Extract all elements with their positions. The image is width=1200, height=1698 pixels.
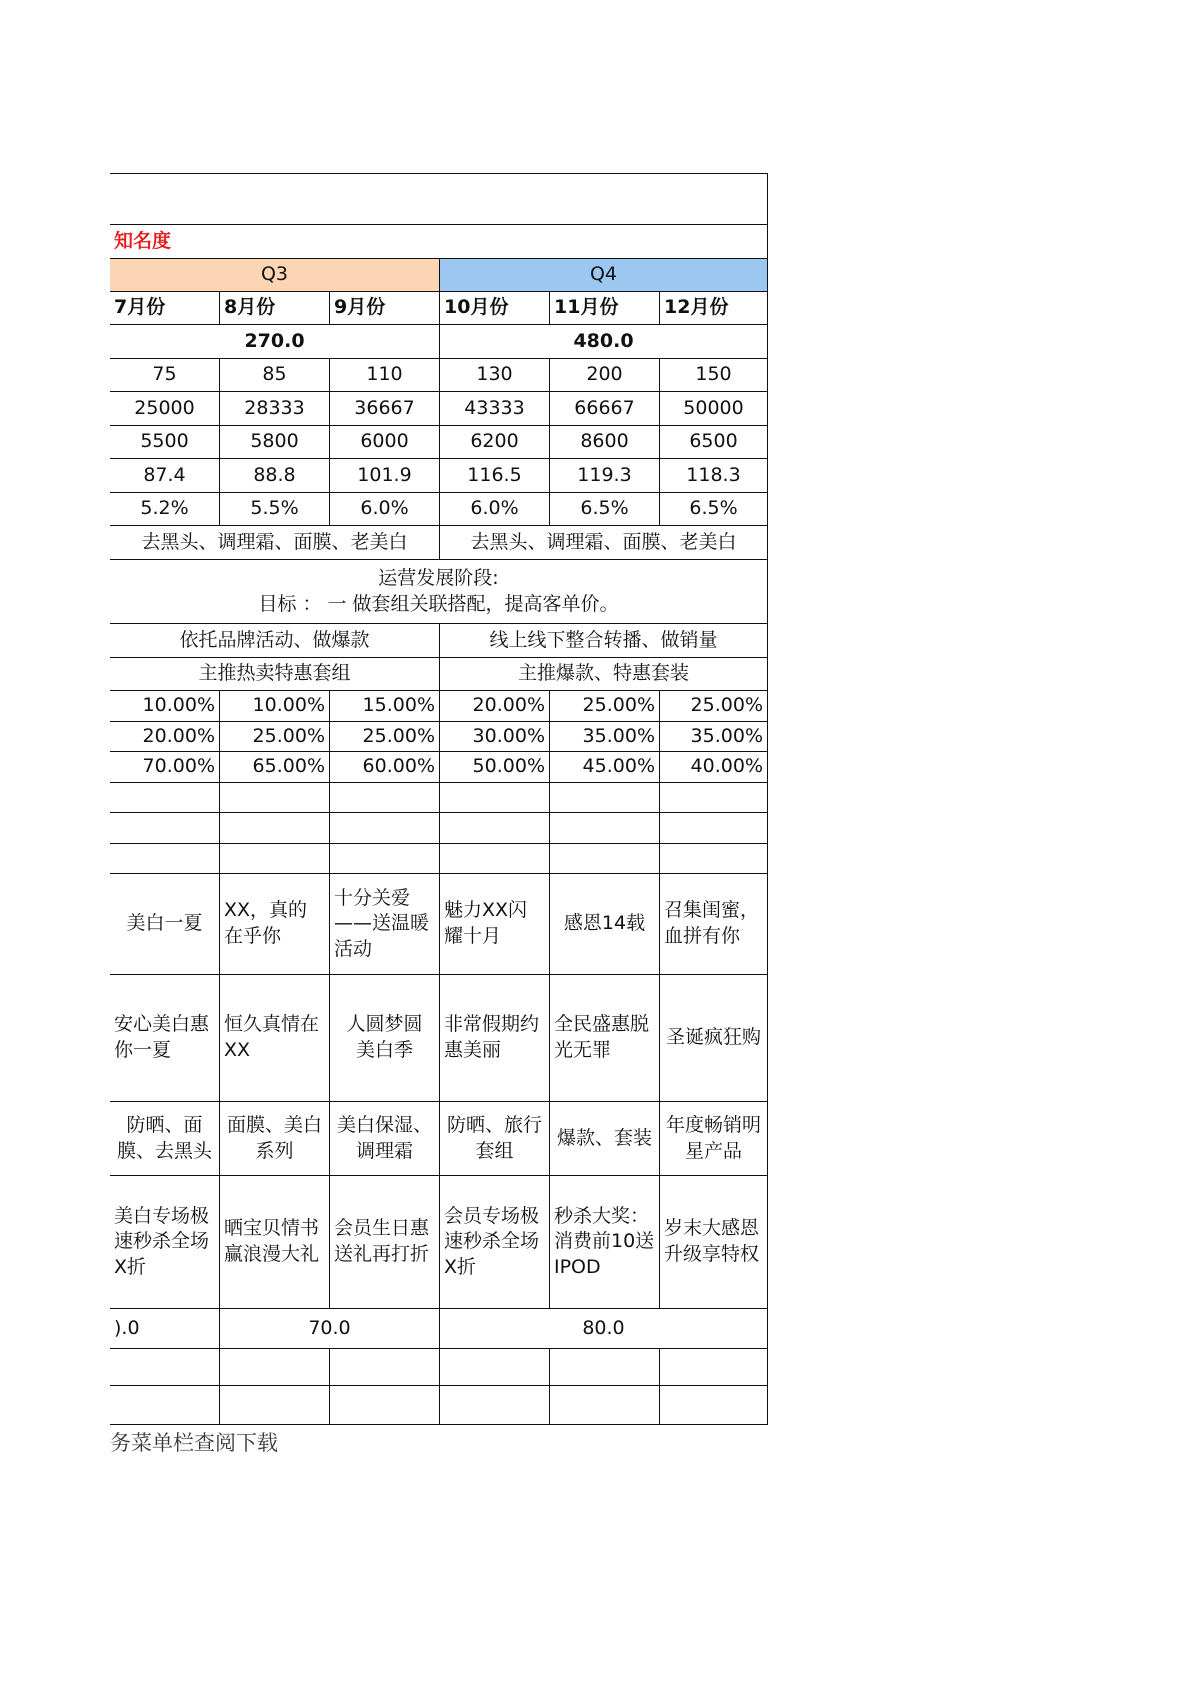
value-cell[interactable]: 119.3 — [550, 459, 660, 493]
month-header[interactable]: 12月份 — [660, 292, 768, 325]
value-cell[interactable]: 6.5% — [660, 493, 768, 526]
footnote-text: 务菜单栏查阅下载 — [110, 1431, 278, 1455]
empty-cell[interactable] — [330, 783, 440, 813]
products-row — [110, 526, 768, 560]
percent-cell[interactable]: 10.00% — [110, 691, 220, 722]
value-cell[interactable]: 200 — [550, 359, 660, 392]
value-cell[interactable]: 6500 — [660, 426, 768, 459]
sheet-title-row — [110, 173, 768, 225]
q4-strategy[interactable]: 线上线下整合转播、做销量 — [440, 624, 768, 658]
value-cell[interactable]: 87.4 — [110, 459, 220, 493]
percent-cell[interactable]: 10.00% — [220, 691, 330, 722]
percent-cell[interactable]: 15.00% — [330, 691, 440, 722]
value-cell[interactable]: 28333 — [220, 392, 330, 426]
empty-cell[interactable] — [110, 844, 220, 874]
table-row — [110, 459, 768, 493]
promo-product-cell[interactable]: 防晒、面膜、去黑头 — [110, 1102, 220, 1176]
budget-partial[interactable]: ).0 — [110, 1309, 220, 1349]
value-cell[interactable]: 85 — [220, 359, 330, 392]
theme-cell[interactable]: 美白一夏 — [110, 874, 220, 975]
empty-cell[interactable] — [550, 783, 660, 813]
value-cell[interactable]: 110 — [330, 359, 440, 392]
table-row — [110, 752, 768, 783]
budget-q4[interactable]: 80.0 — [440, 1309, 768, 1349]
activity-cell[interactable]: 岁末大感恩升级享特权 — [660, 1176, 768, 1309]
section-title-row — [110, 225, 768, 259]
value-cell[interactable]: 5.2% — [110, 493, 220, 526]
value-cell[interactable]: 5.5% — [220, 493, 330, 526]
percent-cell[interactable]: 35.00% — [660, 722, 768, 752]
percent-cell[interactable]: 35.00% — [550, 722, 660, 752]
value-cell[interactable]: 6000 — [330, 426, 440, 459]
promo-product-row — [110, 1102, 768, 1176]
percent-cell[interactable]: 45.00% — [550, 752, 660, 783]
value-cell[interactable]: 6.0% — [330, 493, 440, 526]
activity-cell[interactable]: 美白专场极速秒杀全场X折 — [110, 1176, 220, 1309]
percent-cell[interactable]: 50.00% — [440, 752, 550, 783]
percent-cell[interactable]: 60.00% — [330, 752, 440, 783]
empty-cell[interactable] — [330, 813, 440, 844]
stage-heading: 运营发展阶段: — [378, 566, 499, 589]
activity-cell[interactable]: 秒杀大奖：消费前10送IPOD — [550, 1176, 660, 1309]
slogan-cell[interactable]: 安心美白惠你一夏 — [110, 975, 220, 1102]
value-cell[interactable]: 88.8 — [220, 459, 330, 493]
value-cell[interactable]: 6.0% — [440, 493, 550, 526]
empty-cell[interactable] — [110, 1349, 220, 1386]
q3-focus[interactable]: 主推热卖特惠套组 — [110, 658, 440, 691]
value-cell[interactable]: 36667 — [330, 392, 440, 426]
slogan-cell[interactable]: 全民盛惠脱光无罪 — [550, 975, 660, 1102]
activity-row — [110, 1176, 768, 1309]
stage-goal: 目标 ： 一 做套组关联搭配，提高客单价。 — [258, 592, 619, 615]
quarter-header-row — [110, 259, 768, 292]
empty-cell[interactable] — [440, 1386, 550, 1425]
empty-cell[interactable] — [550, 1349, 660, 1386]
activity-cell[interactable]: 会员专场极速秒杀全场X折 — [440, 1176, 550, 1309]
empty-cell[interactable] — [220, 813, 330, 844]
q3-products[interactable]: 去黑头、调理霜、面膜、老美白 — [110, 526, 440, 560]
activity-cell[interactable]: 会员生日惠送礼再打折 — [330, 1176, 440, 1309]
q4-focus[interactable]: 主推爆款、特惠套装 — [440, 658, 768, 691]
promo-product-cell[interactable]: 年度畅销明星产品 — [660, 1102, 768, 1176]
value-cell[interactable]: 6200 — [440, 426, 550, 459]
slogan-cell[interactable]: 人圆梦圆 美白季 — [330, 975, 440, 1102]
empty-cell[interactable] — [440, 813, 550, 844]
slogan-cell[interactable]: 非常假期约惠美丽 — [440, 975, 550, 1102]
stage-row — [110, 560, 768, 624]
empty-row — [110, 1349, 768, 1386]
percent-cell[interactable]: 40.00% — [660, 752, 768, 783]
empty-row — [110, 1386, 768, 1425]
empty-cell[interactable] — [330, 1349, 440, 1386]
theme-cell[interactable]: XX，真的在乎你 — [220, 874, 330, 975]
value-cell[interactable]: 66667 — [550, 392, 660, 426]
empty-cell[interactable] — [660, 783, 768, 813]
plan-sheet — [110, 173, 768, 1425]
value-cell[interactable]: 43333 — [440, 392, 550, 426]
empty-cell[interactable] — [220, 1349, 330, 1386]
value-cell[interactable]: 50000 — [660, 392, 768, 426]
value-cell[interactable]: 101.9 — [330, 459, 440, 493]
value-cell[interactable]: 25000 — [110, 392, 220, 426]
slogan-row — [110, 975, 768, 1102]
percent-cell[interactable]: 25.00% — [660, 691, 768, 722]
empty-cell[interactable] — [660, 1349, 768, 1386]
empty-cell[interactable] — [110, 1386, 220, 1425]
empty-cell[interactable] — [110, 813, 220, 844]
percent-cell[interactable]: 20.00% — [440, 691, 550, 722]
theme-cell[interactable]: 召集闺蜜，血拼有你 — [660, 874, 768, 975]
empty-cell[interactable] — [220, 844, 330, 874]
budget-row — [110, 1309, 768, 1349]
value-cell[interactable]: 75 — [110, 359, 220, 392]
empty-cell[interactable] — [440, 1349, 550, 1386]
empty-row — [110, 844, 768, 874]
empty-row — [110, 813, 768, 844]
table-row — [110, 722, 768, 752]
value-cell[interactable]: 6.5% — [550, 493, 660, 526]
month-header[interactable]: 11月份 — [550, 292, 660, 325]
value-cell[interactable]: 8600 — [550, 426, 660, 459]
month-header[interactable]: 9月份 — [330, 292, 440, 325]
promo-product-cell[interactable]: 美白保湿、调理霜 — [330, 1102, 440, 1176]
theme-row — [110, 874, 768, 975]
q3-total[interactable]: 270.0 — [110, 325, 440, 359]
empty-cell[interactable] — [660, 1386, 768, 1425]
empty-cell[interactable] — [660, 813, 768, 844]
empty-cell[interactable] — [440, 783, 550, 813]
value-cell[interactable]: 118.3 — [660, 459, 768, 493]
empty-cell[interactable] — [550, 1386, 660, 1425]
table-row — [110, 426, 768, 459]
q3-strategy[interactable]: 依托品牌活动、做爆款 — [110, 624, 440, 658]
budget-q3[interactable]: 70.0 — [220, 1309, 440, 1349]
quarter-total-row — [110, 325, 768, 359]
month-header[interactable]: 8月份 — [220, 292, 330, 325]
empty-row — [110, 783, 768, 813]
slogan-cell[interactable]: 圣诞疯狂购 — [660, 975, 768, 1102]
month-header[interactable]: 10月份 — [440, 292, 550, 325]
empty-cell[interactable] — [220, 1386, 330, 1425]
percent-cell[interactable]: 25.00% — [220, 722, 330, 752]
empty-cell[interactable] — [440, 844, 550, 874]
activity-cell[interactable]: 晒宝贝情书赢浪漫大礼 — [220, 1176, 330, 1309]
empty-cell[interactable] — [330, 844, 440, 874]
promo-product-cell[interactable]: 爆款、套装 — [550, 1102, 660, 1176]
title-cell[interactable] — [110, 174, 768, 225]
percent-cell[interactable]: 70.00% — [110, 752, 220, 783]
strategy-row — [110, 624, 768, 658]
percent-cell[interactable]: 20.00% — [110, 722, 220, 752]
percent-cell[interactable]: 65.00% — [220, 752, 330, 783]
empty-cell[interactable] — [330, 1386, 440, 1425]
table-row — [110, 359, 768, 392]
theme-cell[interactable]: 感恩14载 — [550, 874, 660, 975]
theme-cell[interactable]: 十分关爱——送温暖活动 — [330, 874, 440, 975]
q4-products[interactable]: 去黑头、调理霜、面膜、老美白 — [440, 526, 768, 560]
value-cell[interactable]: 5800 — [220, 426, 330, 459]
focus-row — [110, 658, 768, 691]
quarter-q4-header[interactable]: Q4 — [440, 259, 768, 292]
table-row — [110, 392, 768, 426]
promo-product-cell[interactable]: 防晒、旅行套组 — [440, 1102, 550, 1176]
theme-cell[interactable]: 魅力XX闪耀十月 — [440, 874, 550, 975]
value-cell[interactable]: 150 — [660, 359, 768, 392]
stage-cell[interactable] — [110, 560, 768, 624]
percent-cell[interactable]: 25.00% — [330, 722, 440, 752]
empty-cell[interactable] — [110, 783, 220, 813]
q4-total[interactable]: 480.0 — [440, 325, 768, 359]
empty-cell[interactable] — [660, 844, 768, 874]
empty-cell[interactable] — [550, 813, 660, 844]
empty-cell[interactable] — [550, 844, 660, 874]
quarter-q3-header[interactable]: Q3 — [110, 259, 440, 292]
month-header[interactable]: 7月份 — [110, 292, 220, 325]
slogan-cell[interactable]: 恒久真情在XX — [220, 975, 330, 1102]
value-cell[interactable]: 116.5 — [440, 459, 550, 493]
empty-cell[interactable] — [220, 783, 330, 813]
value-cell[interactable]: 130 — [440, 359, 550, 392]
section-title[interactable]: 知名度 — [110, 225, 768, 259]
table-row — [110, 691, 768, 722]
month-header-row — [110, 292, 768, 325]
percent-cell[interactable]: 30.00% — [440, 722, 550, 752]
promo-product-cell[interactable]: 面膜、美白系列 — [220, 1102, 330, 1176]
percent-cell[interactable]: 25.00% — [550, 691, 660, 722]
value-cell[interactable]: 5500 — [110, 426, 220, 459]
table-row — [110, 493, 768, 526]
